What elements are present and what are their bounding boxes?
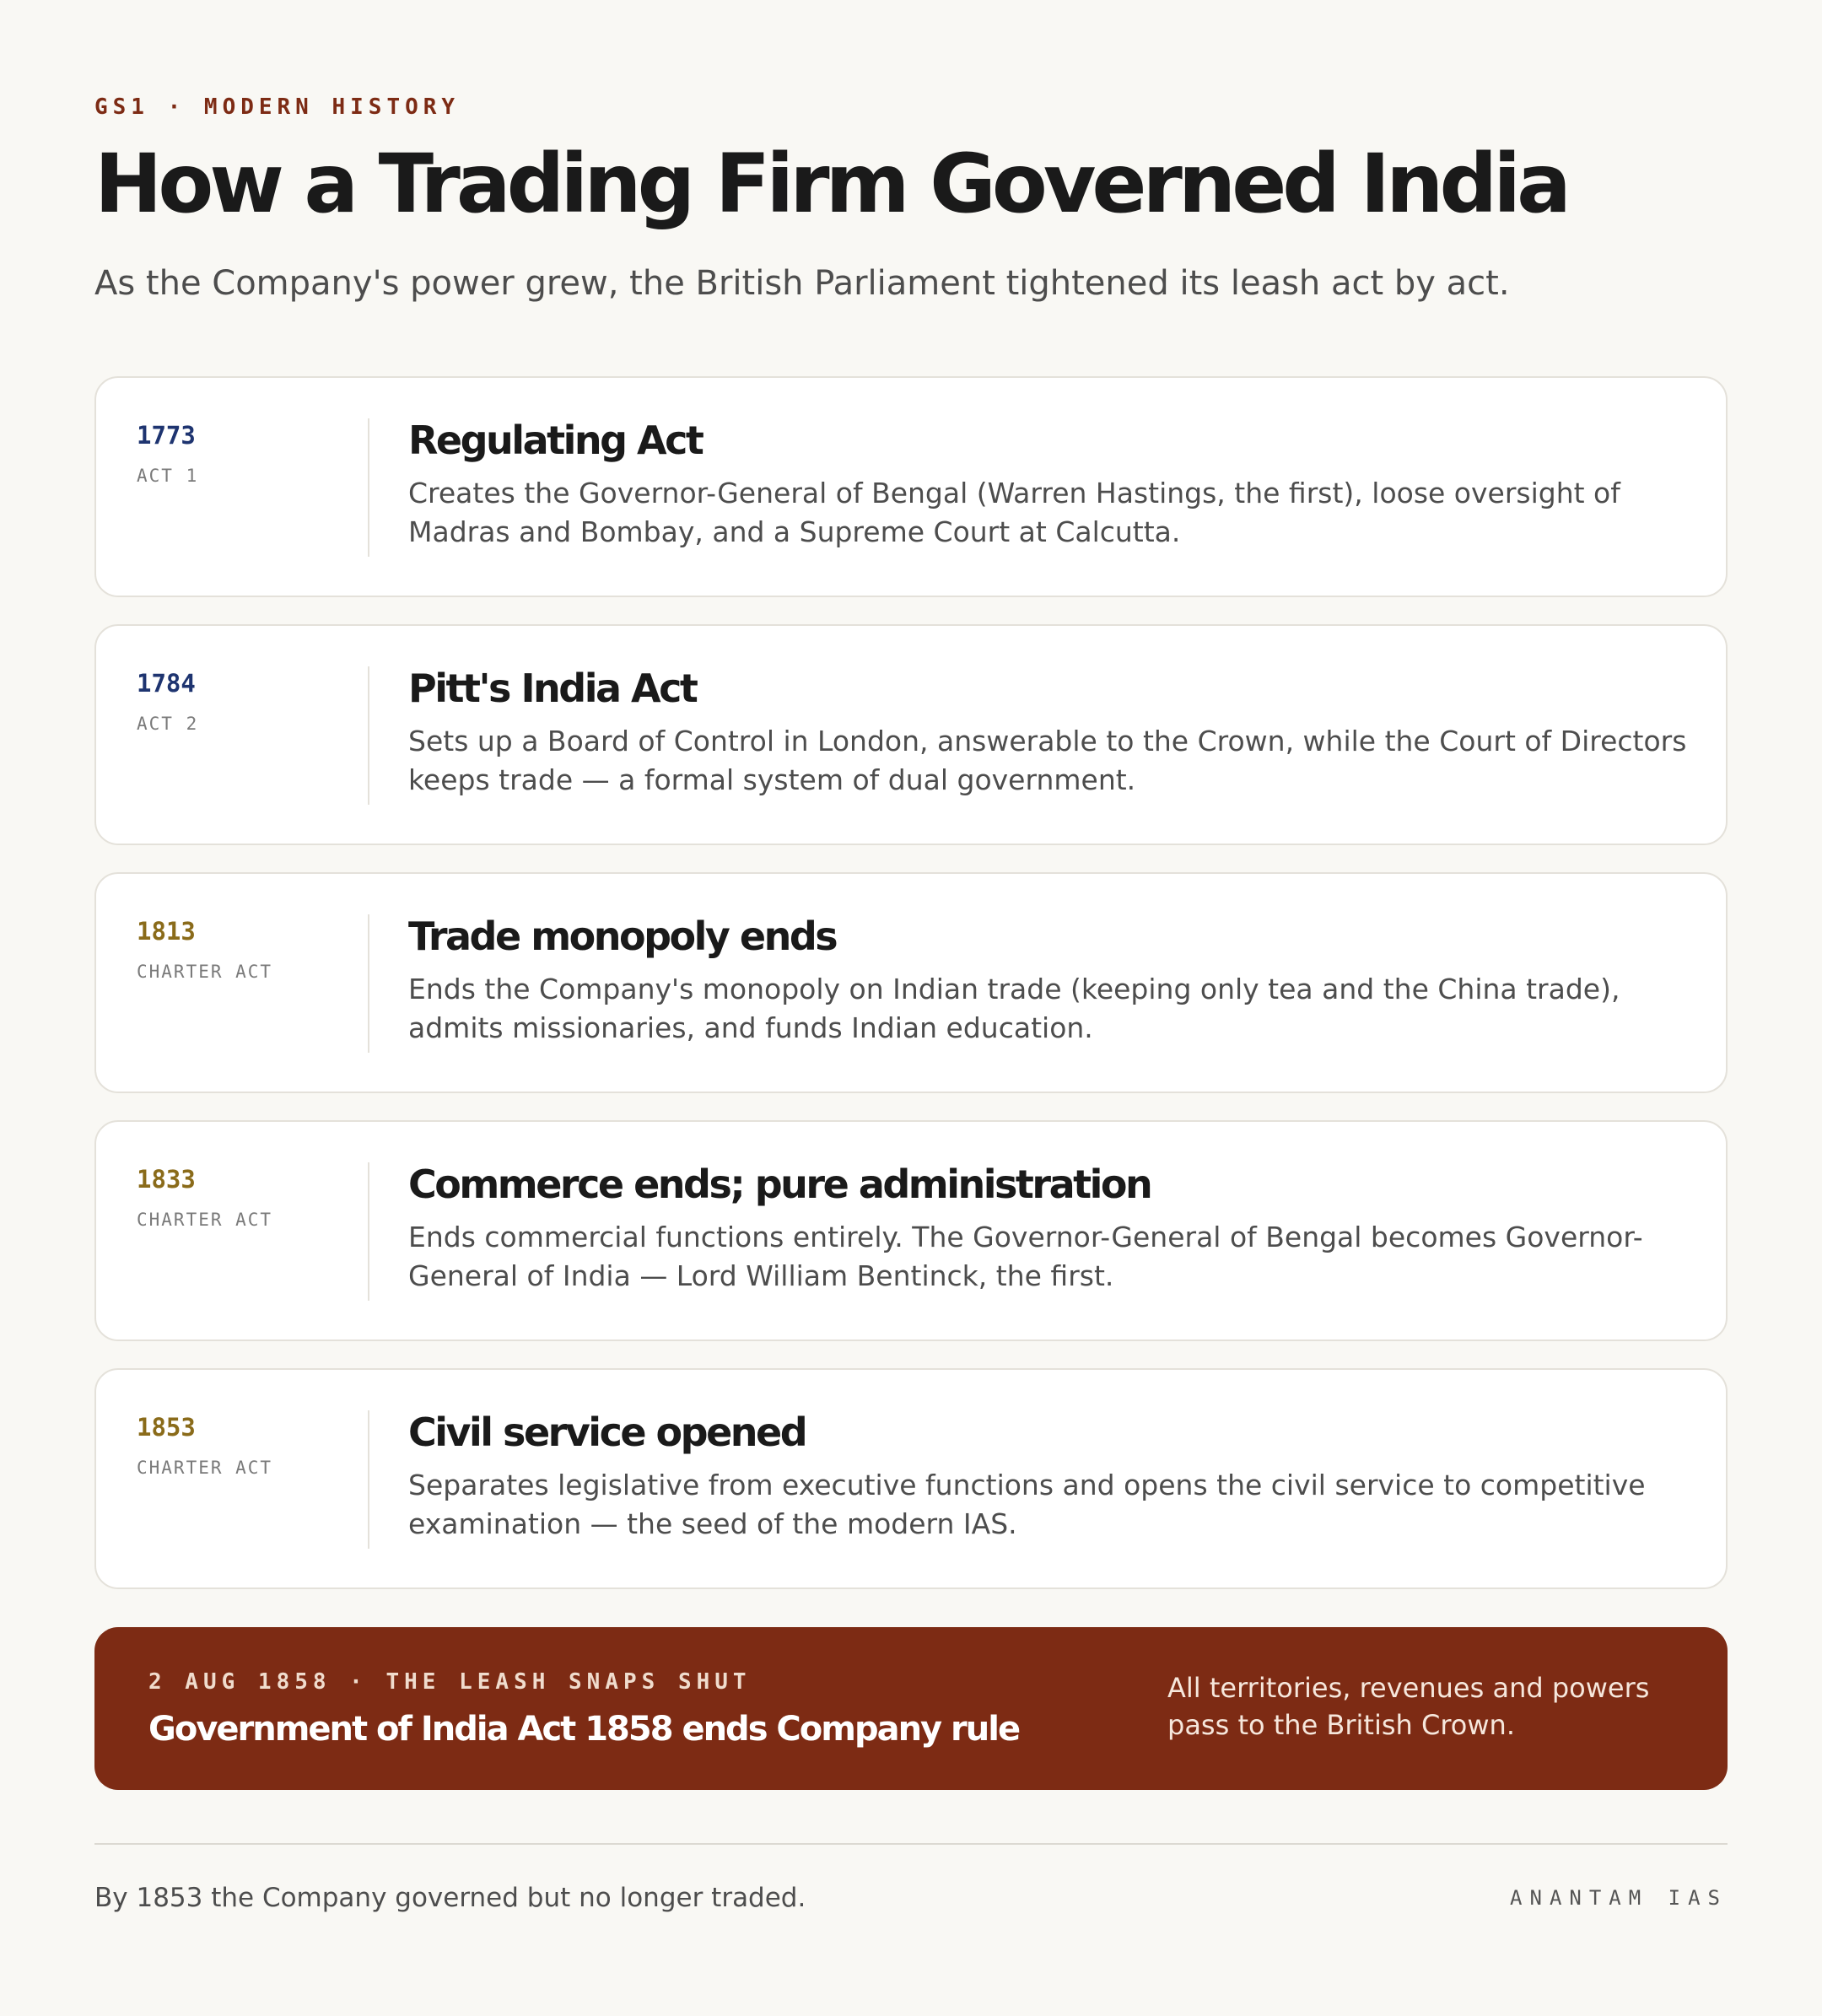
card-year: 1853 — [137, 1413, 196, 1442]
page-title: How a Trading Firm Governed India — [94, 137, 1567, 231]
footer-note: By 1853 the Company governed but no longer traded. — [94, 1883, 806, 1913]
timeline — [94, 376, 1728, 1616]
card-divider — [368, 1162, 369, 1301]
footer-divider — [94, 1843, 1728, 1845]
card-divider — [368, 914, 369, 1053]
banner-eyebrow: 2 AUG 1858 · THE LEASH SNAPS SHUT — [148, 1669, 752, 1695]
timeline-card-1784 — [94, 624, 1728, 845]
card-description: Creates the Governor-General of Bengal (Warren Hastings, the first), loose oversight of Madras and Bombay, and a Supreme Court at Calcutta. — [408, 477, 1620, 548]
card-title: Commerce ends; pure administration — [408, 1162, 1151, 1207]
card-tag: ACT 1 — [137, 466, 199, 486]
conclusion-banner — [94, 1627, 1728, 1790]
card-title: Civil service opened — [408, 1410, 806, 1455]
card-tag: ACT 2 — [137, 714, 199, 734]
card-tag: CHARTER ACT — [137, 1458, 273, 1478]
card-title: Regulating Act — [408, 418, 703, 463]
card-title: Pitt's India Act — [408, 666, 697, 711]
page-subtitle: As the Company's power grew, the British Parliament tightened its leash act by act. — [94, 264, 1510, 303]
card-description: Ends commercial functions entirely. The Governor-General of Bengal becomes Governor-General of India — Lord William Bentinck, the first. — [408, 1221, 1643, 1292]
card-year: 1784 — [137, 669, 196, 698]
timeline-card-1833 — [94, 1120, 1728, 1341]
card-description: Ends the Company's monopoly on Indian trade (keeping only tea and the China trade), admits missionaries, and funds Indian education. — [408, 973, 1620, 1044]
card-title: Trade monopoly ends — [408, 914, 837, 959]
card-tag: CHARTER ACT — [137, 1210, 273, 1230]
banner-title: Government of India Act 1858 ends Company rule — [148, 1710, 1020, 1749]
banner-note: All territories, revenues and powers pass to the British Crown. — [1167, 1672, 1650, 1741]
card-description: Separates legislative from executive functions and opens the civil service to competitive examination — the seed of the modern IAS. — [408, 1469, 1646, 1540]
card-divider — [368, 1410, 369, 1549]
card-year: 1813 — [137, 917, 196, 946]
timeline-card-1813 — [94, 872, 1728, 1093]
timeline-card-1853 — [94, 1368, 1728, 1589]
timeline-card-1773 — [94, 376, 1728, 597]
card-description: Sets up a Board of Control in London, answerable to the Crown, while the Court of Directors keeps trade — a formal system of dual government. — [408, 725, 1687, 796]
card-tag: CHARTER ACT — [137, 962, 273, 982]
card-year: 1773 — [137, 421, 196, 450]
card-divider — [368, 418, 369, 557]
section-eyebrow: GS1 · MODERN HISTORY — [94, 94, 461, 120]
card-divider — [368, 666, 369, 805]
card-year: 1833 — [137, 1165, 196, 1194]
brand-wordmark: ANANTAM IAS — [1510, 1886, 1728, 1910]
